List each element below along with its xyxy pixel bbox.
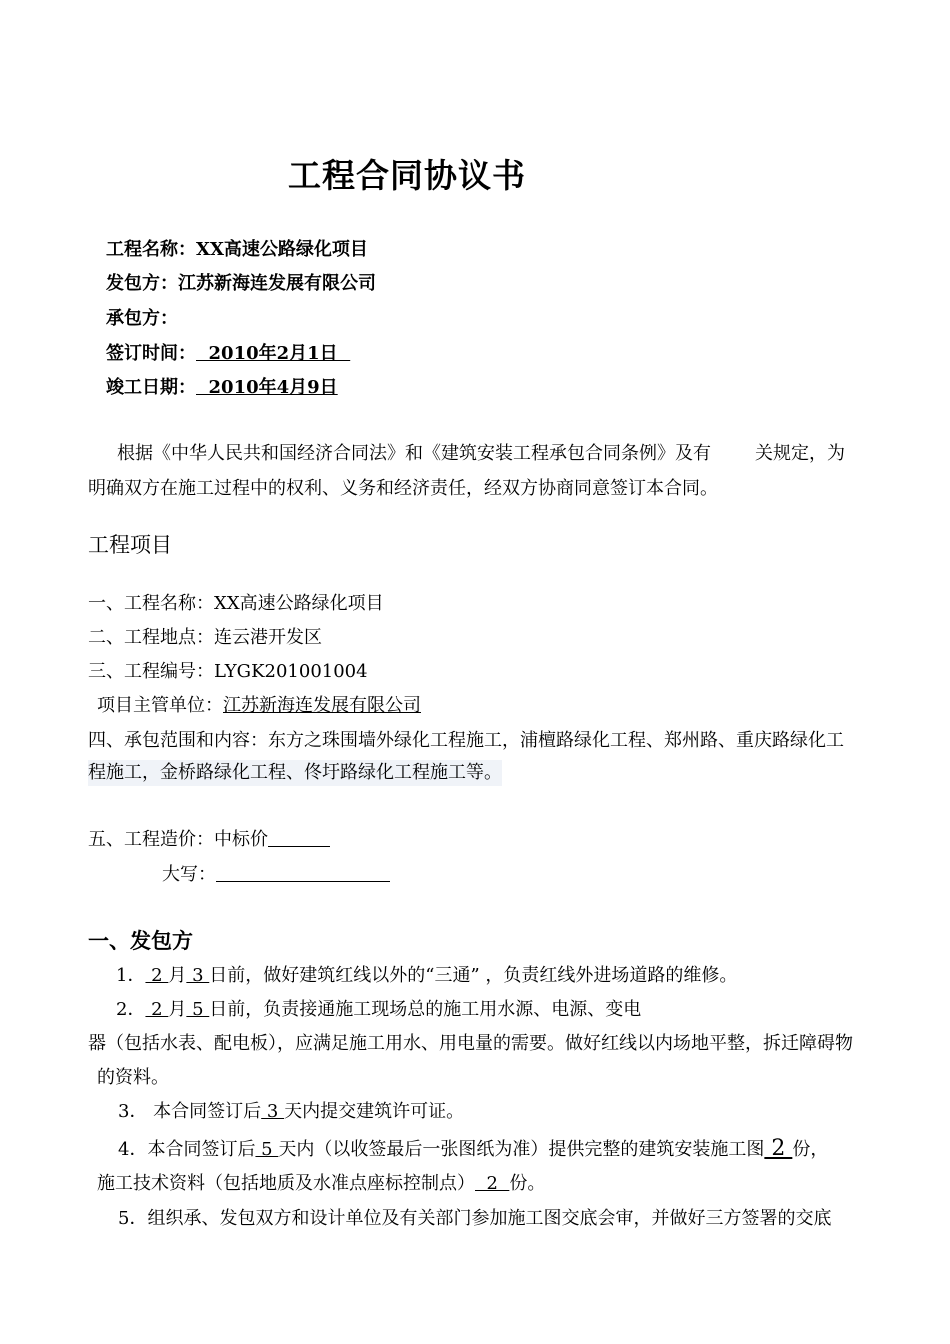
duty-2-day: 5 — [186, 999, 210, 1020]
project-item-number: 三、工程编号：LYGK201001004 — [88, 661, 368, 682]
employer-duty-5: 5．组织承、发包双方和设计单位及有关部门参加施工图交底会审，并做好三方签署的交底 — [118, 1208, 832, 1229]
employer-field: 发包方：江苏新海连发展有限公司 — [106, 273, 376, 294]
employer-duty-2-line2: 器（包括水表、配电板），应满足施工用水、用电量的需要。做好红线以内场地平整，拆迁障碍物 — [88, 1033, 853, 1054]
price-blank — [268, 826, 330, 847]
duty-4-line2-text-b: 份。 — [509, 1173, 546, 1194]
duty-4-copies: 2 — [764, 1136, 793, 1161]
employer-duty-1 — [116, 963, 737, 989]
duty-4-text-c: 份， — [792, 1139, 829, 1160]
sign-date-label: 签订时间： — [106, 343, 196, 364]
employer-duty-2-line3: 的资料。 — [97, 1067, 169, 1088]
duty-1-month: 2 — [145, 965, 169, 986]
project-item-scope-line1: 四、承包范围和内容：东方之珠围墙外绿化工程施工，浦檀路绿化工程、郑州路、重庆路绿化工 — [88, 730, 844, 751]
duty-1-number: 1． — [116, 965, 146, 986]
supervisor-label: 项目主管单位： — [97, 695, 223, 716]
duty-1-month-unit: 月 — [168, 965, 187, 986]
duty-4-days: 5 — [255, 1139, 279, 1160]
supervisor-value: 江苏新海连发展有限公司 — [223, 695, 421, 716]
employer-duty-4-line2 — [97, 1171, 545, 1197]
price-caps-blank — [216, 861, 390, 882]
section-heading-employer: 一、发包方 — [88, 929, 193, 953]
completion-date-field — [106, 375, 338, 401]
price-label: 五、工程造价：中标价 — [88, 829, 268, 850]
intro-paragraph-line2: 明确双方在施工过程中的权利、义务和经济责任，经双方协商同意签订本合同。 — [88, 478, 718, 499]
intro-text-b: 关规定，为 — [755, 443, 845, 464]
project-item-price-caps — [162, 861, 390, 888]
contractor-field: 承包方： — [106, 308, 178, 329]
sign-date-value: 2010年2月1日 — [196, 343, 351, 364]
employer-duty-2 — [116, 997, 641, 1023]
duty-4-line2-text-a: 施工技术资料（包括地质及水准点座标控制点） — [97, 1173, 475, 1194]
duty-1-text: 日前，做好建筑红线以外的“三通” ，负责红线外进场道路的维修。 — [209, 965, 738, 986]
duty-4-text-a: 4．本合同签订后 — [118, 1139, 256, 1160]
project-item-name: 一、工程名称：XX高速公路绿化项目 — [88, 593, 384, 614]
duty-2-month: 2 — [145, 999, 169, 1020]
project-item-price — [88, 826, 330, 853]
section-heading-project: 工程项目 — [88, 533, 172, 557]
duty-3-text-a: 3． 本合同签订后 — [118, 1101, 262, 1122]
completion-date-value: 2010年4月9日 — [196, 377, 338, 398]
intro-text-a: 根据《中华人民共和国经济合同法》和《建筑安装工程承包合同条例》及有 — [117, 443, 711, 464]
duty-4-copies-2: 2 — [475, 1173, 510, 1194]
project-item-scope-line2: 程施工，金桥路绿化工程、佟圩路绿化工程施工等。 — [88, 760, 502, 786]
project-name-field: 工程名称：XX高速公路绿化项目 — [106, 239, 368, 260]
completion-date-label: 竣工日期： — [106, 377, 196, 398]
duty-3-days: 3 — [261, 1101, 285, 1122]
project-item-supervisor — [97, 693, 421, 719]
price-caps-label: 大写： — [162, 864, 216, 885]
duty-2-number: 2． — [116, 999, 146, 1020]
employer-duty-3 — [118, 1099, 464, 1125]
duty-1-day: 3 — [186, 965, 210, 986]
duty-3-text-b: 天内提交建筑许可证。 — [284, 1101, 465, 1122]
duty-2-text: 日前，负责接通施工现场总的施工用水源、电源、变电 — [209, 999, 642, 1020]
duty-2-month-unit: 月 — [168, 999, 187, 1020]
intro-paragraph-line1 — [117, 441, 845, 467]
employer-duty-4 — [118, 1136, 828, 1163]
duty-4-text-b: 天内（以收签最后一张图纸为准）提供完整的建筑安装施工图 — [278, 1139, 765, 1160]
document-title: 工程合同协议书 — [288, 156, 526, 195]
project-item-location: 二、工程地点：连云港开发区 — [88, 627, 322, 648]
sign-date-field — [106, 341, 350, 367]
